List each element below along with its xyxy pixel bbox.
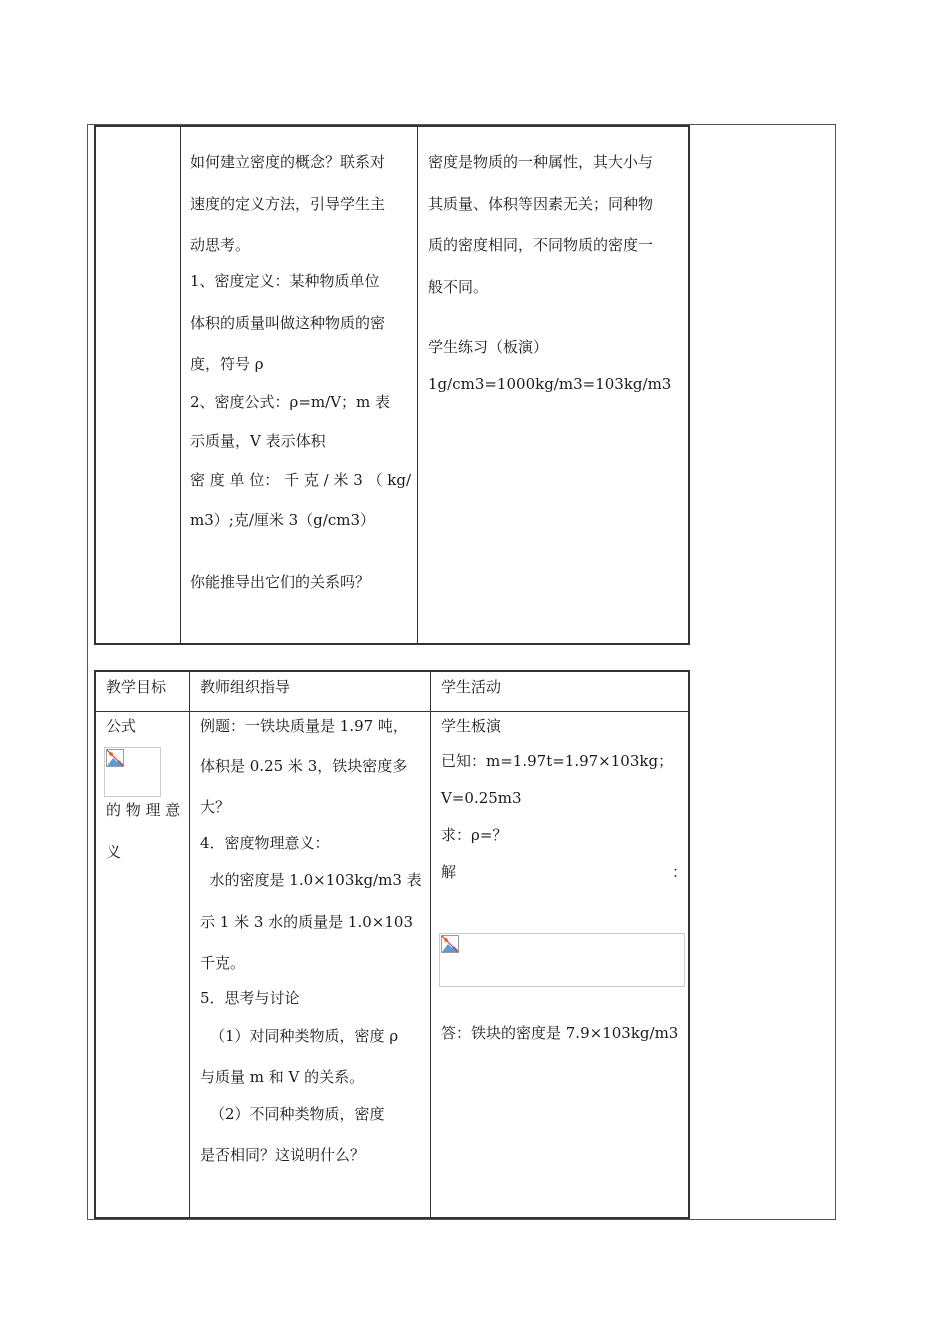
t2-col3-line: V=0.25m3 <box>441 789 522 807</box>
t1-col2-line: 动思考。 <box>190 236 251 254</box>
header-teacher-guidance: 教师组织指导 <box>200 678 291 696</box>
t2-col2-line: （1）对同种类物质，密度 ρ <box>210 1027 399 1045</box>
table-1-left-border <box>94 125 96 645</box>
t1-col2-line: 1、密度定义：某种物质单位 <box>190 272 380 290</box>
t2-col3-line: 学生板演 <box>441 717 502 735</box>
t1-col3-line: 学生练习（板演） <box>428 338 549 356</box>
header-teaching-goal: 教学目标 <box>106 678 167 696</box>
table-2-right-border <box>688 670 690 1219</box>
t2-col2-line: 水的密度是 1.0×103kg/m3 表 <box>200 871 422 889</box>
table-2-header-border <box>96 711 688 712</box>
t2-col2-line: 4．密度物理意义： <box>200 834 330 852</box>
t1-col3-line: 般不同。 <box>428 278 489 296</box>
t1-col2-line: m3）;克/厘米 3（g/cm3） <box>190 511 376 529</box>
t2-col1-line: 公式 <box>106 717 137 735</box>
t2-col3-line: 已知：m=1.97t=1.97×103kg； <box>441 752 674 770</box>
t2-col3-colon: ： <box>672 863 688 881</box>
t2-col1-line: 的 物 理 意 <box>106 801 181 819</box>
t1-col2-line: 度，符号 ρ <box>190 355 264 373</box>
table-1-bottom-border <box>94 643 690 645</box>
t2-col2-line: （2）不同种类物质，密度 <box>210 1105 385 1123</box>
t1-col3-line: 1g/cm3=1000kg/m3=103kg/m3 <box>428 375 672 393</box>
t2-col3-line: 答：铁块的密度是 7.9×103kg/m3 <box>441 1024 679 1042</box>
solution-image <box>439 933 685 987</box>
formula-image <box>104 747 161 797</box>
broken-image-icon <box>106 749 124 767</box>
table-2-col-divider-2 <box>430 672 431 1217</box>
t1-col2-line: 密 度 单 位： 千 克 / 米 3 （ kg/ <box>190 471 412 489</box>
table-2-col-divider-1 <box>189 672 190 1217</box>
t2-col1-line: 义 <box>106 843 122 861</box>
table-1-col-divider-2 <box>417 127 418 643</box>
table-1-col-divider-1 <box>180 127 181 643</box>
table-2-top-border <box>94 670 690 672</box>
t1-col2-line: 体积的质量叫做这种物质的密 <box>190 314 386 332</box>
table-1-top-border <box>94 125 690 127</box>
t2-col3-line: 求：ρ=？ <box>441 826 508 844</box>
t1-col3-line: 其质量、体积等因素无关；同种物 <box>428 195 654 213</box>
t1-col3-line: 密度是物质的一种属性，其大小与 <box>428 153 654 171</box>
t2-col2-line: 例题：一铁块质量是 1.97 吨， <box>200 717 408 735</box>
table-2-left-border <box>94 670 96 1219</box>
t2-col2-line: 大？ <box>200 798 231 816</box>
broken-image-icon <box>441 935 459 953</box>
t1-col2-line: 如何建立密度的概念？联系对 <box>190 153 386 171</box>
t2-col2-line: 千克。 <box>200 954 246 972</box>
table-1-right-border <box>688 125 690 645</box>
t1-col2-line: 示质量，V 表示体积 <box>190 432 326 450</box>
t2-col2-line: 是否相同？这说明什么？ <box>200 1146 366 1164</box>
t2-col2-line: 示 1 米 3 水的质量是 1.0×103 <box>200 913 413 931</box>
t2-col3-line: 解 <box>441 863 457 881</box>
t1-col2-line: 速度的定义方法，引导学生主 <box>190 195 386 213</box>
table-2-bottom-border <box>94 1217 690 1219</box>
header-student-activity: 学生活动 <box>441 678 502 696</box>
t1-col2-line: 你能推导出它们的关系吗？ <box>190 573 371 591</box>
t2-col2-line: 与质量 m 和 V 的关系。 <box>200 1068 365 1086</box>
t1-col2-line: 2、密度公式：ρ=m/V；m 表 <box>190 393 391 411</box>
t2-col2-line: 体积是 0.25 米 3，铁块密度多 <box>200 757 408 775</box>
t2-col2-line: 5．思考与讨论 <box>200 989 300 1007</box>
t1-col3-line: 质的密度相同，不同物质的密度一 <box>428 236 654 254</box>
